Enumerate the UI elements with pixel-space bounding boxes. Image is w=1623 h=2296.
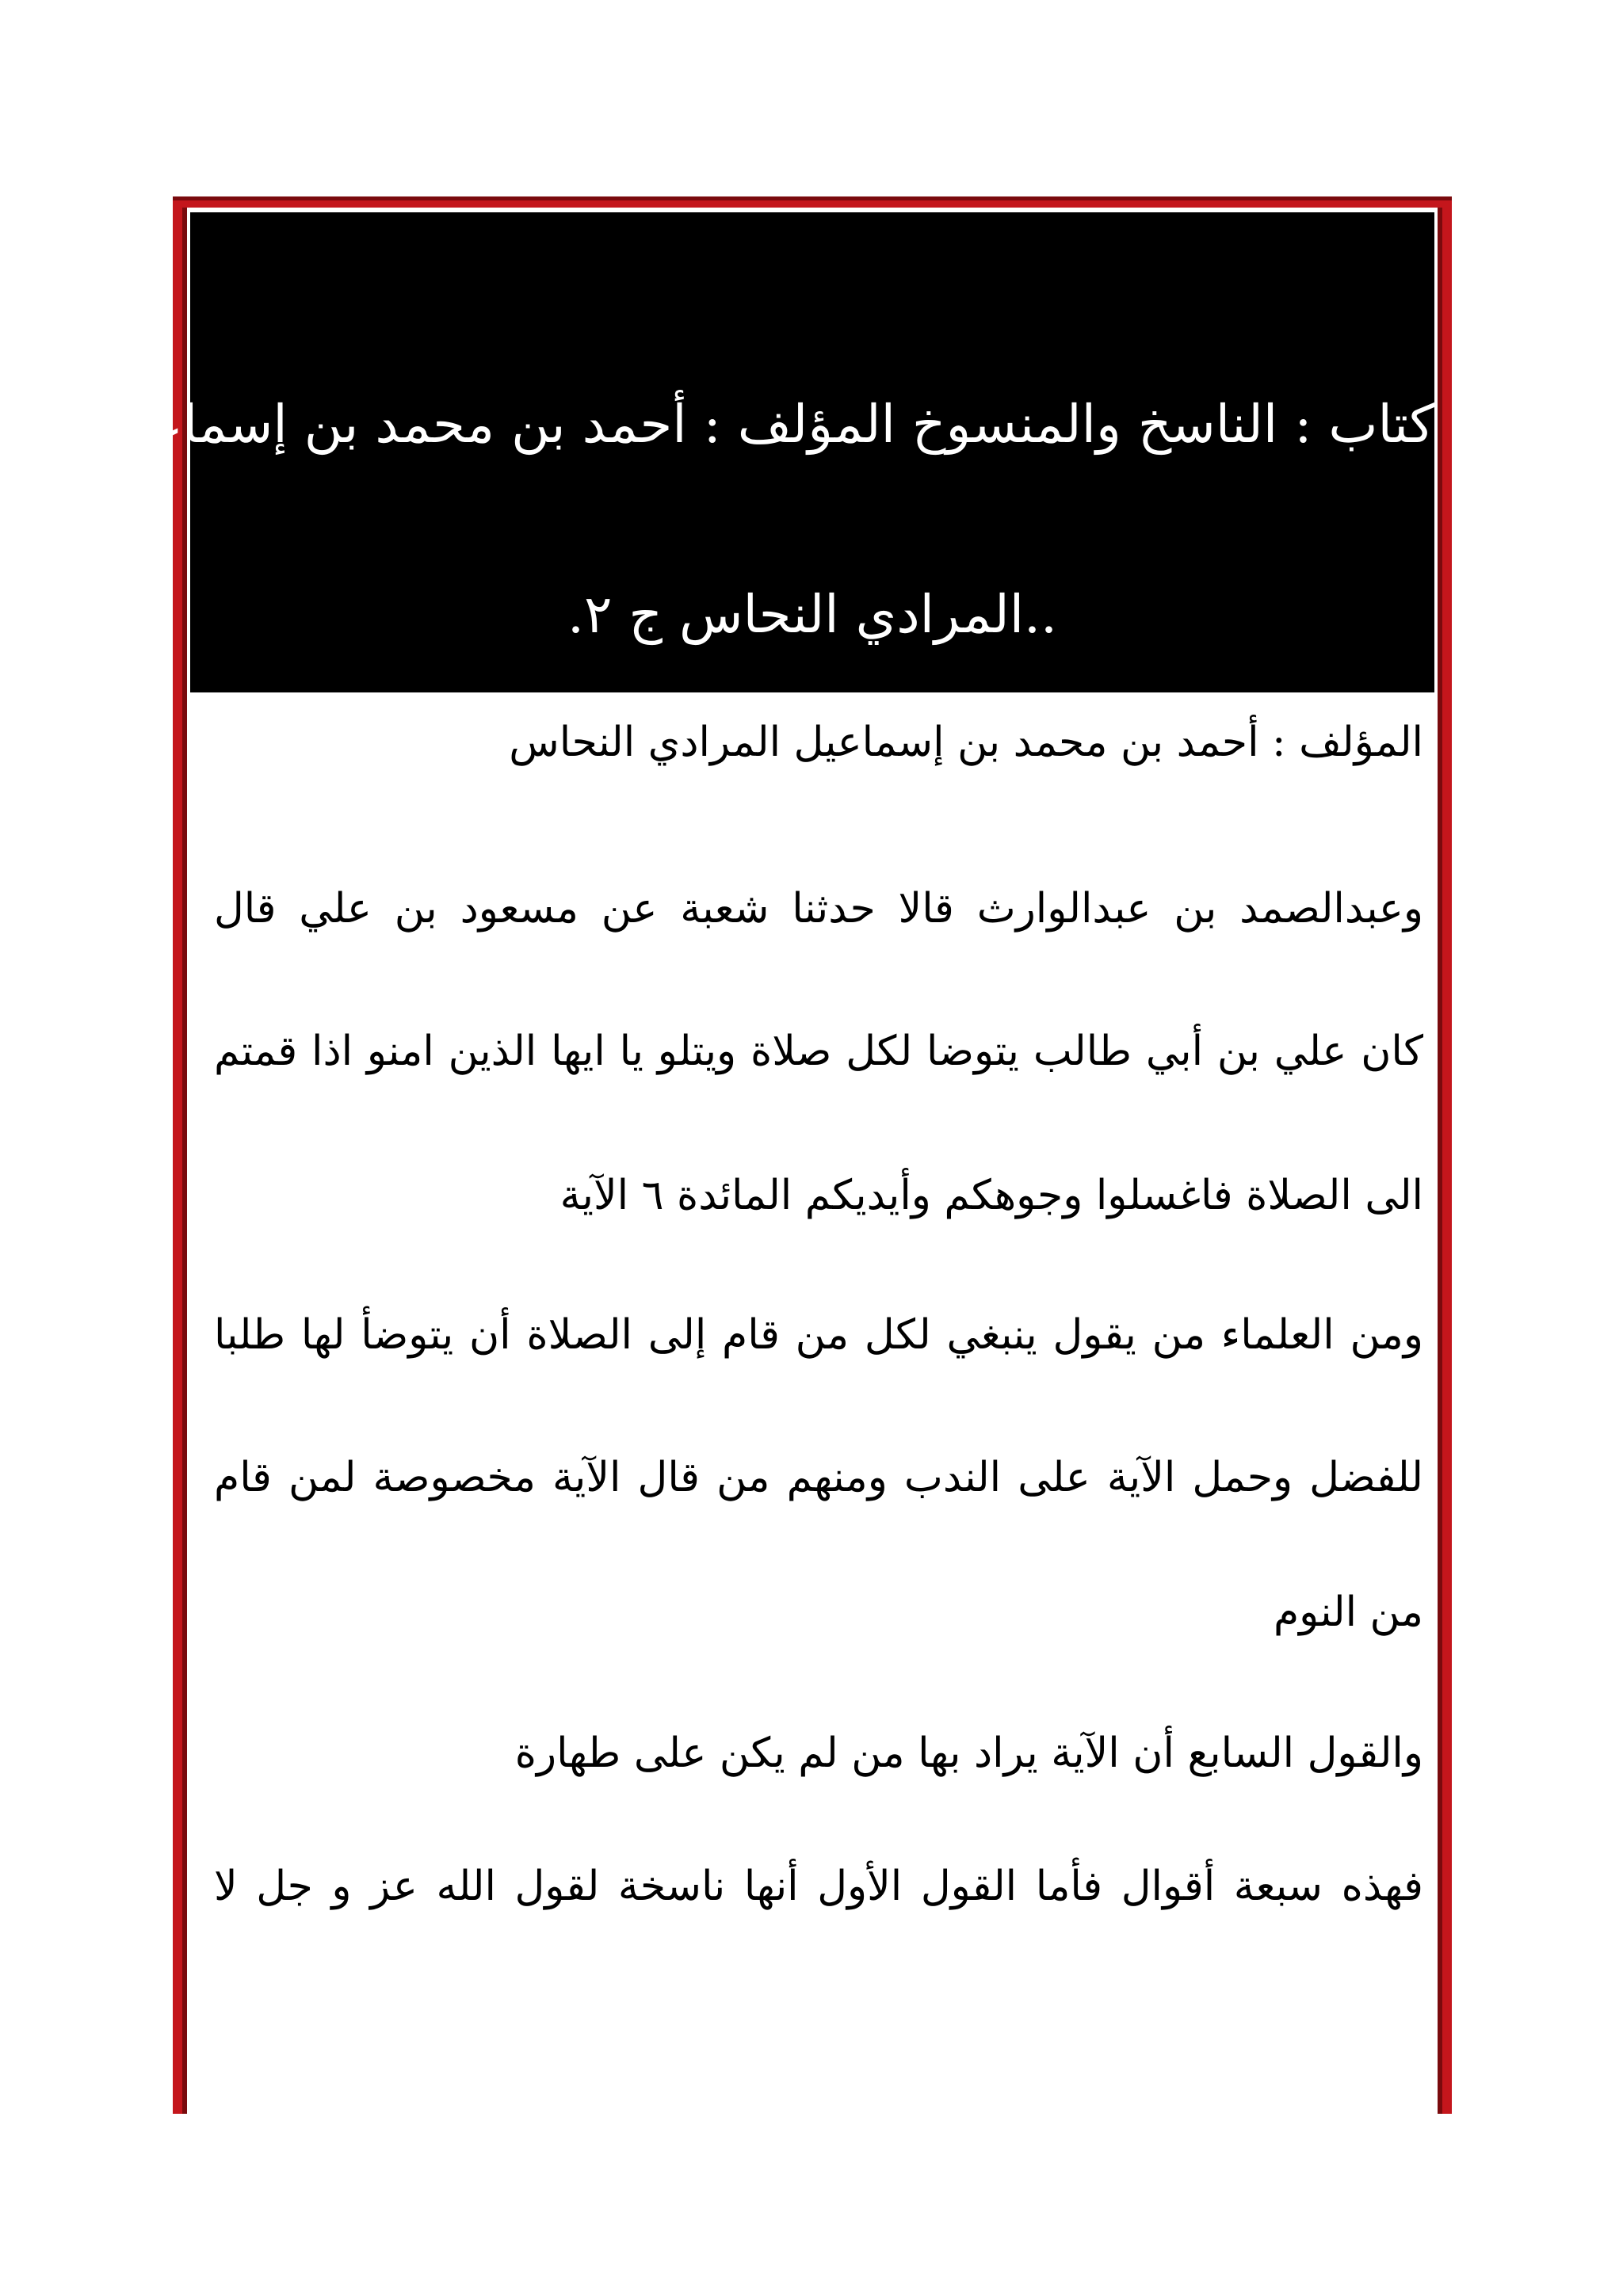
document-frame xyxy=(96,196,1452,2114)
title-line-2: ..المرادي النحاس ج ٢. xyxy=(567,584,1057,645)
text-line: الى الصلاة فاغسلوا وجوهكم وأيديكم المائدة ٦ الآية xyxy=(559,1172,1423,1219)
text-line: للفضل وحمل الآية على الندب ومنهم من قال الآية مخصوصة لمن قام xyxy=(214,1454,1423,1501)
text-line: والقول السابع أن الآية يراد بها من لم يكن على طهارة xyxy=(514,1730,1423,1777)
text-line: من النوم xyxy=(1273,1589,1423,1636)
author-line: المؤلف : أحمد بن محمد بن إسماعيل المرادي النحاس xyxy=(509,719,1423,766)
text-line: ومن العلماء من يقول ينبغي لكل من قام إلى الصلاة أن يتوضأ لها طلبا xyxy=(214,1311,1423,1359)
title-line-1: كتاب : الناسخ والمنسوخ المؤلف : أحمد بن محمد بن إسماعيل xyxy=(96,394,1434,455)
text-line: وعبدالصمد بن عبدالوارث قالا حدثنا شعبة عن مسعود بن علي قال xyxy=(214,885,1423,933)
text-line: فهذه سبعة أقوال فأما القول الأول أنها ناسخة لقول الله عز و جل لا xyxy=(214,1863,1423,1910)
text-line: كان علي بن أبي طالب يتوضا لكل صلاة ويتلو يا ايها الذين امنو اذا قمتم xyxy=(214,1028,1423,1075)
title-banner xyxy=(96,212,1434,692)
